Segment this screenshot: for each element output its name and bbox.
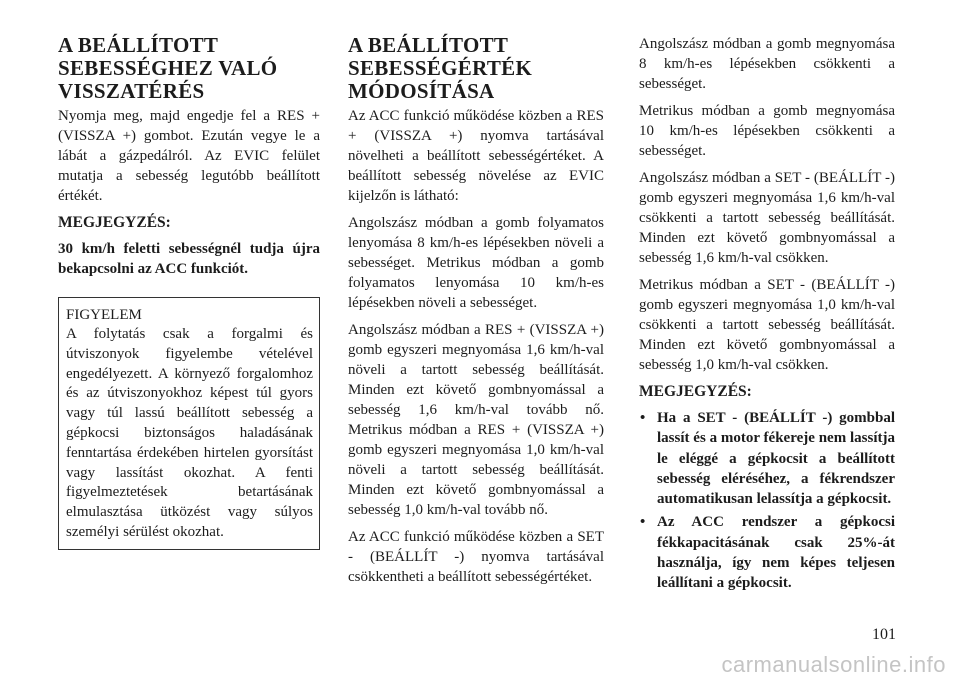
left-column	[58, 34, 320, 550]
bullet-icon: •	[640, 410, 646, 426]
paragraph: Metrikus módban a gomb megnyomása 10 km/h-es lépésekben csökkenti a sebességet.	[639, 103, 895, 159]
section-heading-change-speed: A BEÁLLÍTOTT SEBESSÉGÉRTÉK MÓDOSÍTÁSA	[348, 33, 533, 103]
resume-instructions-paragraph: Nyomja meg, majd engedje fel a RES + (VISSZA +) gombot. Ezután vegye le a lábát a gázpedálról. Az EVIC felület mutatja a sebesség legutóbb beállított értékét.	[58, 108, 320, 204]
paragraph: Angolszász módban a gomb folyamatos lenyomása 8 km/h-es lépésekben növeli a sebességet. Metrikus módban a gomb folyamatos lenyomása 10 km/h-es lépésekben növeli a sebességet.	[348, 215, 604, 311]
paragraph: Angolszász módban a RES + (VISSZA +) gomb egyszeri megnyomása 1,6 km/h-val növeli a tartott sebesség beállítását. Minden ezt követő gombnyomással a sebesség 1,6 km/h-val tovább nő. Metrikus módban a RES + (VISSZA +) gomb egyszeri megnyomása 1,0 km/h-val növeli a tartott sebesség beállítását. Minden ezt követő gombnyomással a sebesség 1,0 km/h-val tovább nő.	[348, 322, 604, 518]
note-text: 30 km/h feletti sebességnél tudja újra bekapcsolni az ACC funkciót.	[58, 241, 320, 277]
list-item-text: Ha a SET - (BEÁLLÍT -) gombbal lassít és a motor fékereje nem lassítja le eléggé a gépkocsit a beállított sebesség eléréséhez, a fékrendszer automatikusan lelassítja a gépkocsit.	[657, 410, 895, 508]
list-item	[639, 512, 895, 593]
bullet-icon: •	[640, 514, 646, 531]
warning-title: FIGYELEM	[66, 307, 142, 323]
paragraph: Az ACC funkció működése közben a RES + (VISSZA +) nyomva tartásával növelheti a beállított sebességértéket. A beállított sebesség növelése az EVIC kijelzőn is látható:	[348, 108, 604, 204]
note-bullet-list	[639, 408, 895, 594]
list-item-text: Az ACC rendszer a gépkocsi fékkapacitásának csak 25%-át használja, így nem képes teljesen leállítani a gépkocsit.	[657, 514, 895, 592]
note-heading: MEGJEGYZÉS:	[58, 214, 171, 231]
middle-column	[348, 34, 604, 594]
list-item	[639, 408, 895, 509]
note-heading: MEGJEGYZÉS:	[639, 383, 752, 400]
section-heading-resume-speed: A BEÁLLÍTOTT SEBESSÉGHEZ VALÓ VISSZATÉRÉS	[58, 33, 278, 103]
page-number: 101	[872, 626, 896, 643]
warning-text: A folytatás csak a forgalmi és útviszonyok figyelembe vételével engedélyezett. A környező forgalomhoz és az útviszonyokhoz képest túl gyors vagy túl lassú beállított sebesség a gépkocsi biztonságos haladásának fenntartása érdekében hirtelen gyorsítást vagy lassítást okozhat. A fenti figyelmeztetések betartásának elmulasztása ütközést vagy súlyos személyi sérülést okozhat.	[66, 326, 313, 540]
paragraph: Angolszász módban a SET - (BEÁLLÍT -) gomb egyszeri megnyomása 1,6 km/h-val csökkenti a tartott sebesség beállítását. Minden ezt követő gombnyomással a sebesség 1,6 km/h-val csökken.	[639, 170, 895, 266]
watermark: carmanualsonline.info	[721, 652, 946, 677]
warning-box	[58, 297, 320, 550]
paragraph: Metrikus módban a SET - (BEÁLLÍT -) gomb egyszeri megnyomása 1,0 km/h-val csökkenti a tartott sebesség beállítását. Minden ezt követő gombnyomással a sebesség 1,0 km/h-val csökken.	[639, 277, 895, 373]
right-column	[639, 34, 895, 597]
paragraph: Az ACC funkció működése közben a SET - (BEÁLLÍT -) nyomva tartásával csökkentheti a beállított sebességértéket.	[348, 529, 604, 585]
paragraph: Angolszász módban a gomb megnyomása 8 km/h-es lépésekben csökkenti a sebességet.	[639, 36, 895, 92]
